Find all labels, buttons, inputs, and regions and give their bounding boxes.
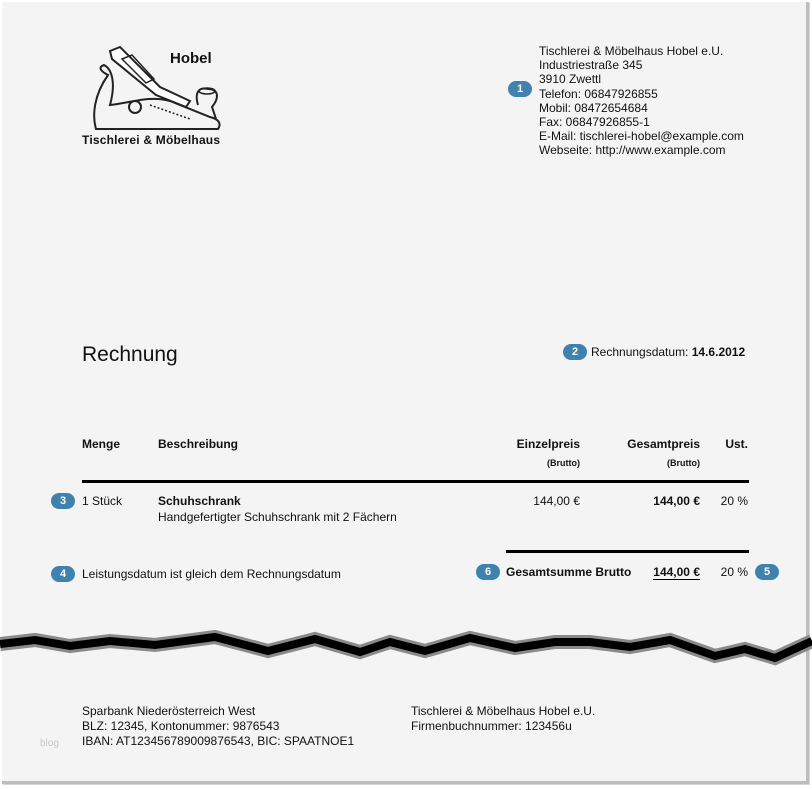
footer-company-details: [411, 704, 595, 734]
page-title: Rechnung: [82, 343, 178, 366]
header-unit-price: Einzelpreis: [516, 437, 580, 451]
bank-account: BLZ: 12345, Kontonummer: 9876543: [82, 719, 280, 733]
annotation-badge-4: 4: [51, 566, 75, 582]
row-vat: 20 %: [720, 494, 748, 508]
header-vat: Ust.: [725, 437, 748, 451]
total-underline: [653, 579, 700, 580]
summary-divider: [506, 550, 749, 553]
logo-subtitle: Tischlerei & Möbelhaus: [82, 133, 221, 147]
annotation-badge-3: 3: [51, 493, 75, 509]
row-quantity: 1 Stück: [82, 494, 123, 508]
torn-edge-divider: [0, 627, 812, 672]
sender-line: 3910 Zwettl: [539, 72, 602, 87]
header-unit-price-note: (Brutto): [547, 458, 580, 468]
annotation-badge-1: 1: [508, 81, 532, 97]
row-item-detail: Handgefertigter Schuhschrank mit 2 Fächern: [158, 510, 397, 524]
row-item-name: Schuhschrank: [158, 494, 241, 508]
watermark: blog: [40, 738, 59, 749]
footer-bank-details: [82, 704, 354, 749]
service-date-note: Leistungsdatum ist gleich dem Rechnungsdatum: [82, 567, 341, 581]
sender-address: [539, 44, 744, 158]
invoice-page: [2, 2, 809, 784]
header-total-price-note: (Brutto): [667, 458, 700, 468]
header-description: Beschreibung: [158, 437, 239, 451]
invoice-date-value: 14.6.2012: [691, 345, 746, 359]
row-unit-price: 144,00 €: [533, 494, 580, 508]
annotation-badge-2: 2: [563, 344, 587, 360]
bank-name: Sparbank Niederösterreich West: [82, 704, 256, 718]
sender-line: Fax: 06847926855-1: [539, 115, 650, 130]
sender-website[interactable]: Webseite: http://www.example.com: [539, 143, 726, 158]
sender-email[interactable]: E-Mail: tischlerei-hobel@example.com: [539, 129, 744, 144]
sender-line: Industriestraße 345: [539, 58, 643, 73]
header-quantity: Menge: [82, 437, 121, 451]
total-value: 144,00 €: [653, 565, 700, 579]
logo-title: Hobel: [170, 50, 212, 67]
company-register-number: Firmenbuchnummer: 123456u: [411, 719, 572, 733]
annotation-badge-5: 5: [755, 564, 779, 580]
sender-line: Mobil: 08472654684: [539, 100, 648, 115]
invoice-date: [591, 345, 745, 359]
total-label: Gesamtsumme Brutto: [506, 565, 632, 579]
company-name: Tischlerei & Möbelhaus Hobel e.U.: [411, 704, 596, 718]
sender-line: Tischlerei & Möbelhaus Hobel e.U.: [539, 44, 724, 58]
annotation-badge-6: 6: [476, 564, 500, 580]
row-total-price: 144,00 €: [653, 494, 700, 508]
bank-iban: IBAN: AT123456789009876543, BIC: SPAATNOE1: [82, 734, 355, 748]
logo: [82, 42, 242, 152]
total-vat: 20 %: [720, 565, 748, 579]
invoice-date-label: Rechnungsdatum:: [591, 345, 689, 359]
header-total-price: Gesamtpreis: [627, 437, 700, 451]
table-header-divider: [82, 480, 749, 483]
sender-line: Telefon: 06847926855: [539, 86, 658, 101]
